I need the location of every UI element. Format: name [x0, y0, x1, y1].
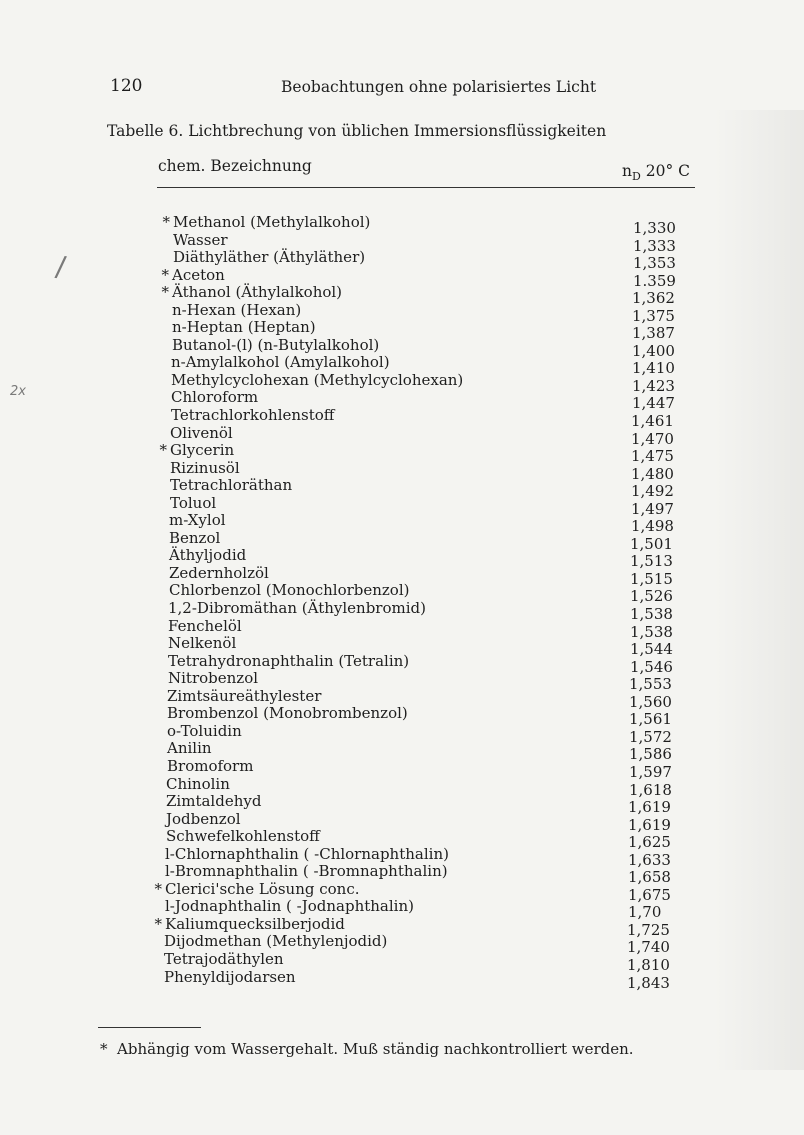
row-star: * — [154, 879, 162, 898]
row-name: Äthanol (Äthylalkohol) — [172, 283, 343, 302]
row-name: n-Heptan (Heptan) — [172, 318, 316, 337]
running-head: Beobachtungen ohne polarisiertes Licht — [281, 78, 597, 96]
row-name: Aceton — [172, 265, 225, 284]
row-value: 1,810 — [627, 955, 670, 974]
table-row — [0, 563, 804, 588]
row-name: Methanol (Methylalkohol) — [173, 213, 371, 231]
row-value: 1,410 — [632, 359, 675, 378]
row-value: 1,658 — [628, 868, 671, 887]
table-row — [0, 651, 804, 676]
row-star: * — [161, 265, 169, 284]
row-value: 1,538 — [630, 605, 673, 624]
table-row — [0, 423, 804, 448]
table-row — [0, 914, 804, 939]
table-body — [0, 213, 804, 992]
row-name: Nelkenöl — [168, 634, 237, 653]
table-row — [0, 827, 804, 852]
row-value: 1,387 — [632, 324, 675, 343]
row-value: 1,333 — [633, 236, 676, 255]
table-row — [0, 230, 804, 255]
table-row — [0, 686, 804, 711]
table-row — [0, 809, 804, 834]
table-row — [0, 792, 804, 817]
footnote-star: * — [100, 1040, 108, 1058]
table-row — [0, 721, 804, 746]
row-name: Benzol — [169, 528, 221, 547]
table-row — [0, 967, 804, 992]
row-name: Chlorbenzol (Monochlorbenzol) — [169, 581, 410, 600]
row-value: 1,470 — [631, 429, 674, 448]
row-value: 1,492 — [631, 482, 674, 501]
row-value: 1,362 — [632, 289, 675, 308]
footnote-rule — [98, 1027, 201, 1028]
table-row — [0, 213, 804, 237]
row-name: Zimtsäureäthylester — [167, 686, 322, 705]
row-name: Brombenzol (Monobrombenzol) — [167, 704, 408, 723]
table-row — [0, 616, 804, 641]
row-value: 1,447 — [632, 394, 675, 413]
row-star: * — [159, 441, 167, 460]
row-value: 1,619 — [628, 798, 671, 817]
table-row — [0, 897, 804, 922]
row-name: Chinolin — [166, 774, 230, 793]
row-value: 1,597 — [629, 762, 672, 781]
table-row — [0, 844, 804, 869]
row-name: Phenyldijodarsen — [164, 967, 296, 986]
table-row — [0, 335, 804, 360]
column-header-name: chem. Bezeichnung — [158, 157, 312, 175]
table-row — [0, 704, 804, 729]
table-row — [0, 669, 804, 694]
row-name: Olivenöl — [170, 423, 233, 442]
row-name: Tetrachloräthan — [170, 476, 293, 495]
table-row — [0, 406, 804, 431]
row-name: Glycerin — [170, 441, 235, 460]
table-row — [0, 300, 804, 325]
row-value: 1,740 — [627, 938, 670, 957]
row-value: 1,561 — [629, 710, 672, 729]
table-row — [0, 599, 804, 624]
table-row — [0, 528, 804, 553]
row-value: 1,546 — [630, 657, 673, 676]
table-row — [0, 265, 804, 290]
row-name: Tetrachlorkohlenstoff — [171, 406, 335, 425]
value-temperature: 20° C — [640, 162, 690, 180]
row-name: Äthyljodid — [169, 546, 247, 565]
row-name: Jodbenzol — [166, 809, 241, 828]
row-name: Fenchelöl — [168, 616, 242, 635]
row-name: m-Xylol — [169, 511, 226, 530]
row-value: 1,330 — [633, 219, 676, 237]
header-rule — [157, 187, 695, 188]
table-row — [0, 862, 804, 887]
row-value: 1,498 — [631, 517, 674, 536]
row-star: * — [161, 283, 169, 302]
table-row — [0, 511, 804, 536]
value-symbol: n — [622, 162, 632, 180]
row-value: 1,544 — [630, 640, 673, 659]
row-name: Zedernholzöl — [169, 563, 269, 582]
table-row — [0, 879, 804, 904]
table-row — [0, 248, 804, 273]
table-row — [0, 458, 804, 483]
row-value: 1,353 — [633, 254, 676, 273]
row-value: 1,843 — [627, 973, 670, 992]
row-name: Schwefelkohlenstoff — [166, 827, 320, 846]
row-value: 1,461 — [631, 412, 674, 431]
row-name: Toluol — [170, 493, 217, 512]
row-value: 1,70 — [628, 903, 662, 922]
row-name: l-Jodnaphthalin ( -Jodnaphthalin) — [165, 897, 414, 916]
row-name: Rizinusöl — [170, 458, 240, 477]
table-caption: Tabelle 6. Lichtbrechung von üblichen Immersionsflüssigkeiten — [107, 122, 607, 140]
table-row — [0, 283, 804, 308]
row-name: Bromoform — [167, 756, 254, 775]
table-row — [0, 634, 804, 659]
row-value: 1,725 — [627, 920, 670, 939]
table-row — [0, 756, 804, 781]
row-value: 1,375 — [632, 306, 675, 325]
row-name: Zimtaldehyd — [166, 792, 262, 811]
row-value: 1,618 — [629, 780, 672, 799]
row-star: * — [154, 914, 162, 933]
row-name: Tetrajodäthylen — [164, 949, 284, 968]
row-name: Chloroform — [171, 388, 259, 407]
row-name: Clerici'sche Lösung conc. — [165, 879, 360, 898]
row-value: 1,560 — [629, 692, 672, 711]
table-row — [0, 949, 804, 974]
row-name: Anilin — [167, 739, 212, 758]
row-value: 1,501 — [630, 534, 673, 553]
row-name: Methylcyclohexan (Methylcyclohexan) — [171, 370, 464, 389]
row-value: 1,633 — [628, 850, 671, 869]
table-row — [0, 493, 804, 518]
row-name: o-Toluidin — [167, 721, 242, 740]
row-value: 1,675 — [628, 885, 671, 904]
footnote — [100, 1040, 634, 1058]
row-name: 1,2-Dibromäthan (Äthylenbromid) — [168, 599, 426, 618]
table-row — [0, 318, 804, 343]
row-value: 1,400 — [632, 341, 675, 360]
row-value: 1,475 — [631, 447, 674, 466]
row-star: * — [162, 213, 170, 231]
row-name: Butanol-(l) (n-Butylalkohol) — [172, 335, 380, 354]
row-name: l-Bromnaphthalin ( -Bromnaphthalin) — [165, 862, 448, 881]
row-name: Kaliumquecksilberjodid — [165, 914, 345, 933]
margin-note: 2x — [10, 384, 26, 399]
row-value: 1.359 — [633, 271, 676, 290]
row-value: 1,586 — [629, 745, 672, 764]
footnote-text: Abhängig vom Wassergehalt. Muß ständig nachkontrolliert werden. — [117, 1040, 634, 1058]
table-row — [0, 476, 804, 501]
table-row — [0, 441, 804, 466]
row-name: Diäthyläther (Äthyläther) — [173, 248, 366, 267]
value-subscript: D — [631, 170, 641, 184]
row-name: n-Hexan (Hexan) — [172, 300, 302, 319]
row-value: 1,572 — [629, 727, 672, 746]
margin-scribble: / — [53, 249, 68, 284]
table-row — [0, 581, 804, 606]
page-number: 120 — [110, 76, 143, 96]
table-row — [0, 739, 804, 764]
table-row — [0, 932, 804, 957]
row-value: 1,553 — [629, 675, 672, 694]
row-value: 1,625 — [628, 833, 671, 852]
row-value: 1,513 — [630, 552, 673, 571]
row-name: Dijodmethan (Methylenjodid) — [164, 932, 388, 951]
row-name: Nitrobenzol — [168, 669, 259, 688]
row-value: 1,480 — [631, 464, 674, 483]
table-row — [0, 774, 804, 799]
table-row — [0, 546, 804, 571]
row-value: 1,423 — [632, 376, 675, 395]
row-name: Tetrahydronaphthalin (Tetralin) — [168, 651, 410, 670]
table-row — [0, 353, 804, 378]
row-value: 1,526 — [630, 587, 673, 606]
row-value: 1,497 — [631, 499, 674, 518]
table-row — [0, 388, 804, 413]
row-value: 1,619 — [628, 815, 671, 834]
row-name: Wasser — [173, 230, 228, 249]
column-header-value — [622, 162, 690, 183]
row-value: 1,515 — [630, 569, 673, 588]
row-name: l-Chlornaphthalin ( -Chlornaphthalin) — [165, 844, 449, 863]
row-name: n-Amylalkohol (Amylalkohol) — [171, 353, 390, 372]
row-value: 1,538 — [630, 622, 673, 641]
